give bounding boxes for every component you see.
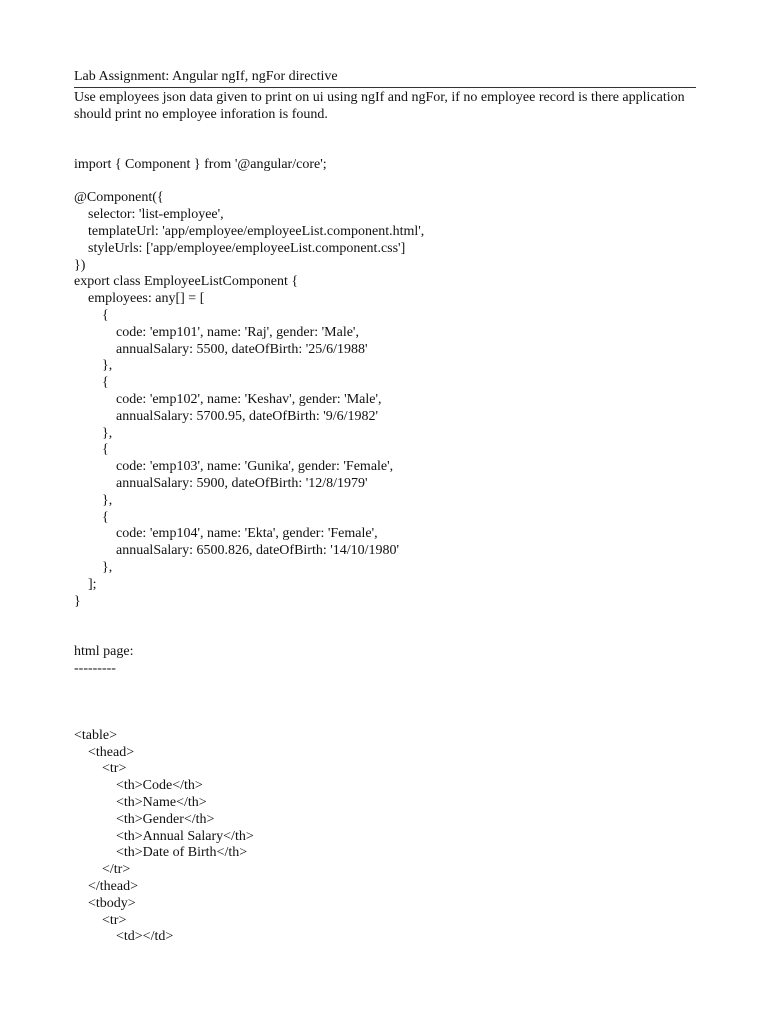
code-line: templateUrl: 'app/employee/employeeList.component.html', — [74, 223, 425, 239]
code-line: export class EmployeeListComponent { — [74, 274, 299, 290]
code-line: ]; — [74, 576, 97, 592]
code-line: styleUrls: ['app/employee/employeeList.component.css'] — [74, 240, 406, 256]
code-line: { — [74, 375, 109, 391]
code-line: }, — [74, 492, 113, 508]
code-line: annualSalary: 5500, dateOfBirth: '25/6/1988' — [74, 341, 368, 357]
code-line: <thead> — [74, 744, 135, 760]
code-line — [74, 677, 696, 694]
code-line: <th>Gender</th> — [74, 811, 215, 827]
code-line: <td></td> — [74, 929, 174, 945]
code-line: <table> — [74, 727, 117, 743]
code-line: }, — [74, 358, 113, 374]
code-line: code: 'emp102', name: 'Keshav', gender: 'Male', — [74, 391, 382, 407]
code-line: <th>Code</th> — [74, 778, 203, 794]
code-line: code: 'emp101', name: 'Raj', gender: 'Male', — [74, 324, 359, 340]
code-line: code: 'emp103', name: 'Gunika', gender: 'Female', — [74, 459, 394, 475]
code-line: }, — [74, 559, 113, 575]
code-line: code: 'emp104', name: 'Ekta', gender: 'Female', — [74, 526, 378, 542]
document-page — [74, 68, 696, 946]
code-line: }) — [74, 257, 86, 273]
code-line: } — [74, 593, 81, 609]
code-line: <th>Date of Birth</th> — [74, 845, 248, 861]
code-line — [74, 610, 696, 627]
code-line — [74, 174, 696, 191]
code-line: { — [74, 307, 109, 323]
assignment-description: Use employees json data given to print on ui using ngIf and ngFor, if no employee record is there application should print no employee inforation is found. — [74, 90, 685, 122]
code-line: annualSalary: 5900, dateOfBirth: '12/8/1979' — [74, 475, 368, 491]
code-line: selector: 'list-employee', — [74, 207, 224, 223]
code-line: <th>Name</th> — [74, 795, 207, 811]
code-line: }, — [74, 425, 113, 441]
code-line: <tr> — [74, 912, 127, 928]
code-line: import { Component } from '@angular/core'; — [74, 156, 327, 172]
code-line: <th>Annual Salary</th> — [74, 828, 254, 844]
code-line: annualSalary: 5700.95, dateOfBirth: '9/6/1982' — [74, 408, 379, 424]
code-line: <tbody> — [74, 895, 136, 911]
code-line: { — [74, 509, 109, 525]
code-line: </tr> — [74, 862, 131, 878]
assignment-title: Lab Assignment: Angular ngIf, ngFor directive — [74, 68, 696, 88]
code-line: </thead> — [74, 879, 138, 895]
code-line — [74, 711, 696, 728]
code-line — [74, 694, 696, 711]
code-line: annualSalary: 6500.826, dateOfBirth: '14/10/1980' — [74, 543, 400, 559]
code-line: employees: any[] = [ — [74, 291, 205, 307]
code-line: <tr> — [74, 761, 127, 777]
code-line — [74, 123, 696, 140]
code-line: { — [74, 442, 109, 458]
code-line: @Component({ — [74, 190, 164, 206]
code-line: --------- — [74, 660, 116, 676]
code-block — [74, 123, 696, 946]
code-line: html page: — [74, 643, 134, 659]
code-line — [74, 140, 696, 157]
code-line — [74, 627, 696, 644]
